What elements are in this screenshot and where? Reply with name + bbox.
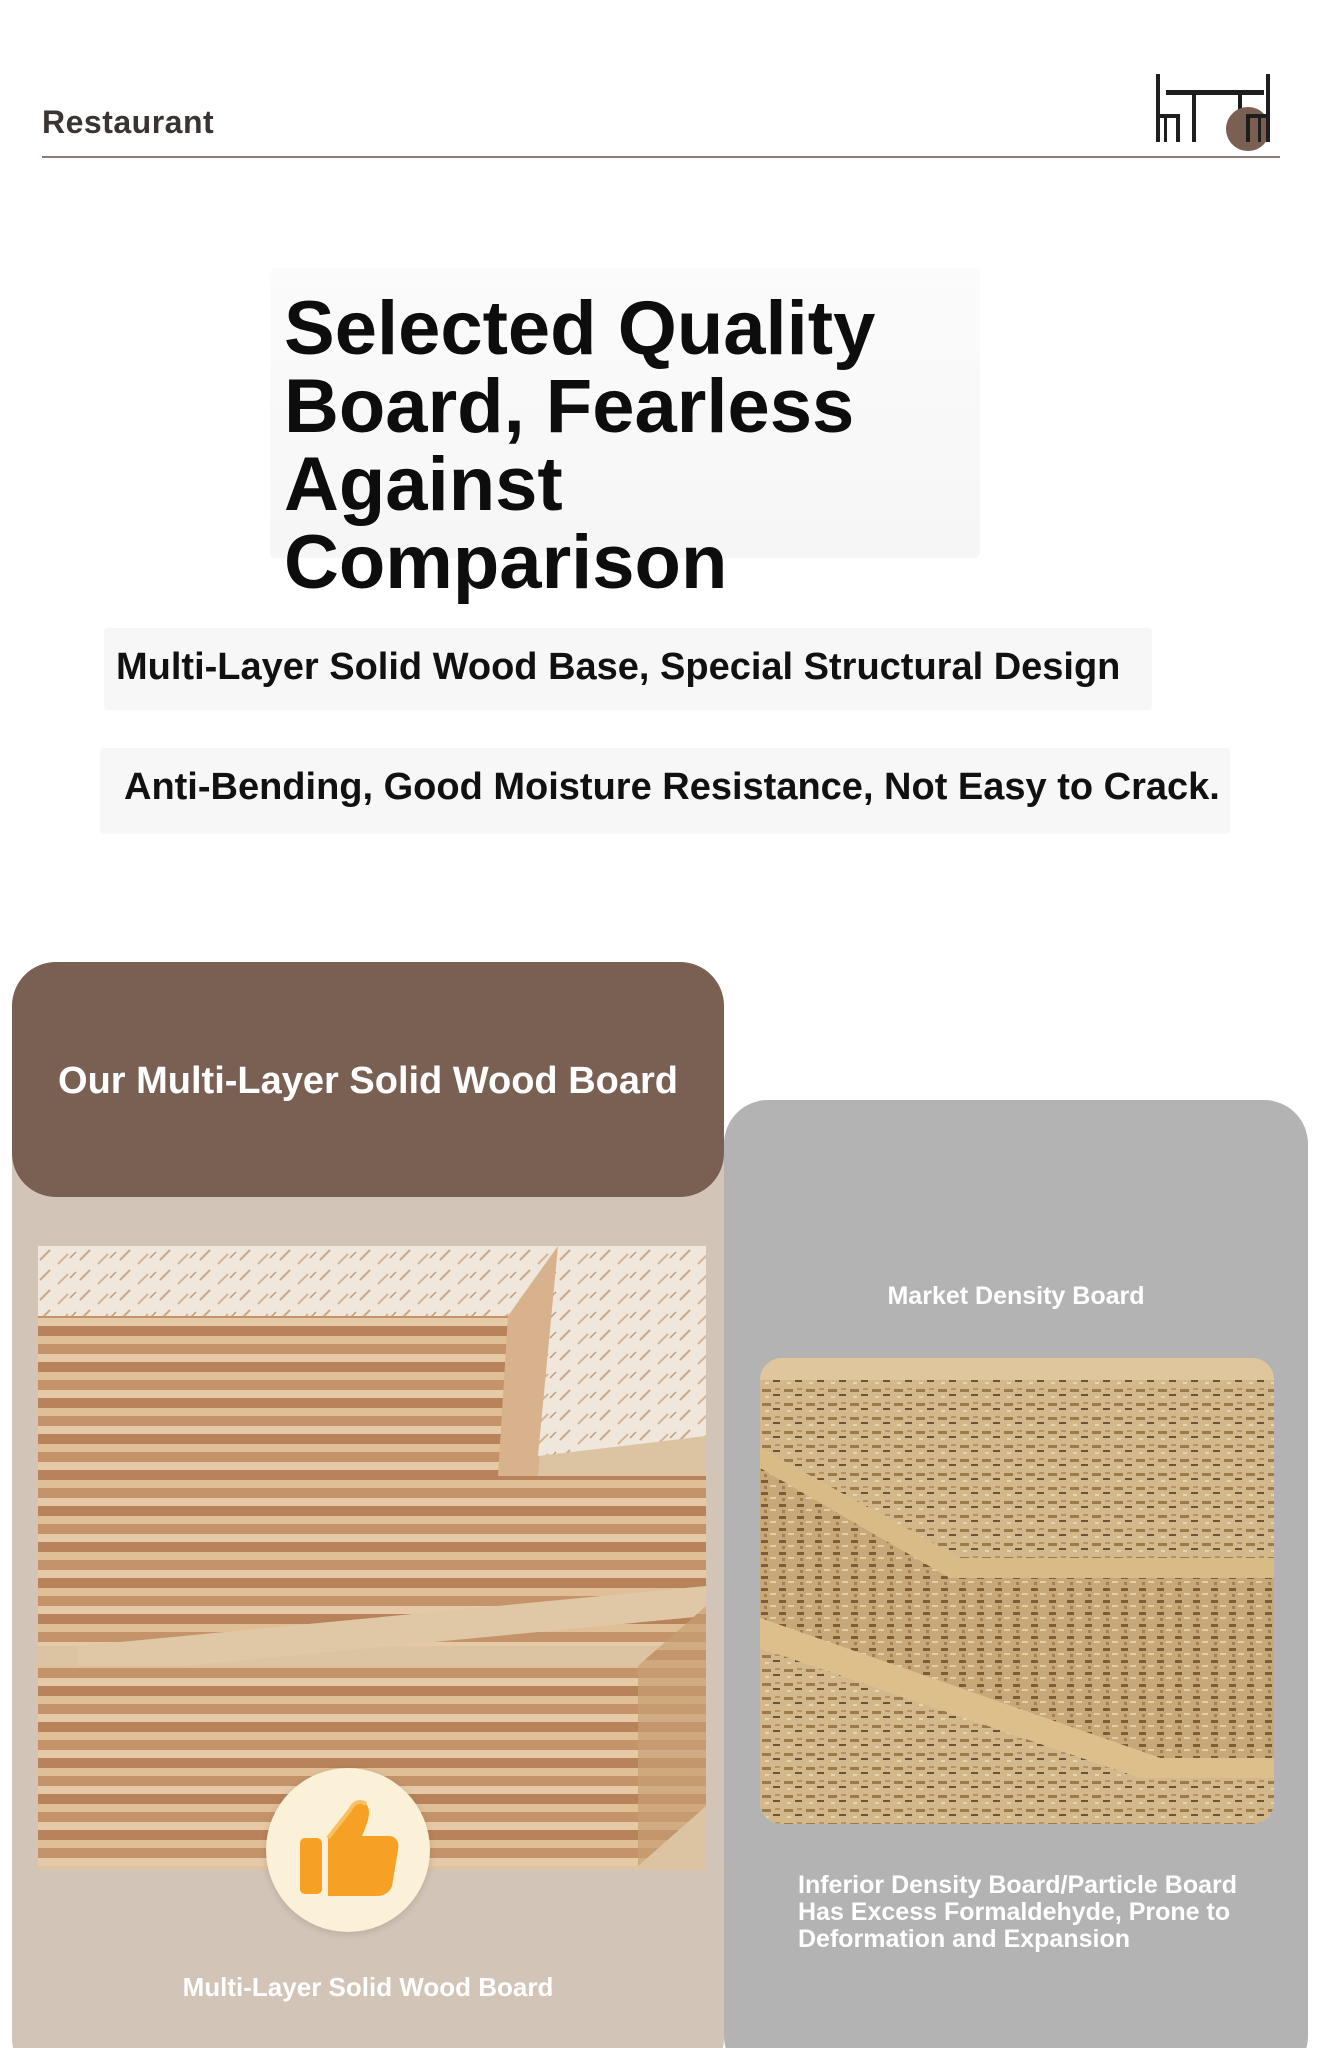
tagline-2: Anti-Bending, Good Moisture Resistance, Not Easy to Crack.: [124, 766, 1220, 808]
thumbs-up-icon: [266, 1768, 430, 1932]
headline-line-1: Selected Quality: [284, 286, 876, 371]
category-label: Restaurant: [42, 104, 215, 140]
market-desc-line-1: Inferior Density Board/Particle Board: [798, 1871, 1238, 1899]
dining-table-chairs-icon: [1150, 66, 1280, 156]
our-board-title: Our Multi-Layer Solid Wood Board: [58, 1060, 678, 1102]
headline-line-2: Board, Fearless: [284, 364, 855, 449]
page-headline: [284, 286, 1004, 605]
market-desc-line-3: Deformation and Expansion: [798, 1925, 1130, 1953]
tagline-1: Multi-Layer Solid Wood Base, Special Structural Design: [116, 646, 1121, 688]
header-divider: [42, 156, 1280, 158]
market-desc-line-2: Has Excess Formaldehyde, Prone to: [798, 1898, 1231, 1926]
our-board-caption: Multi-Layer Solid Wood Board: [182, 1972, 554, 2002]
thumbs-up-badge: [266, 1768, 430, 1932]
particle-board-image: [760, 1358, 1274, 1824]
market-board-title: Market Density Board: [887, 1282, 1145, 1310]
headline-line-3: Against Comparison: [284, 442, 728, 605]
market-board-description: [798, 1872, 1268, 1953]
